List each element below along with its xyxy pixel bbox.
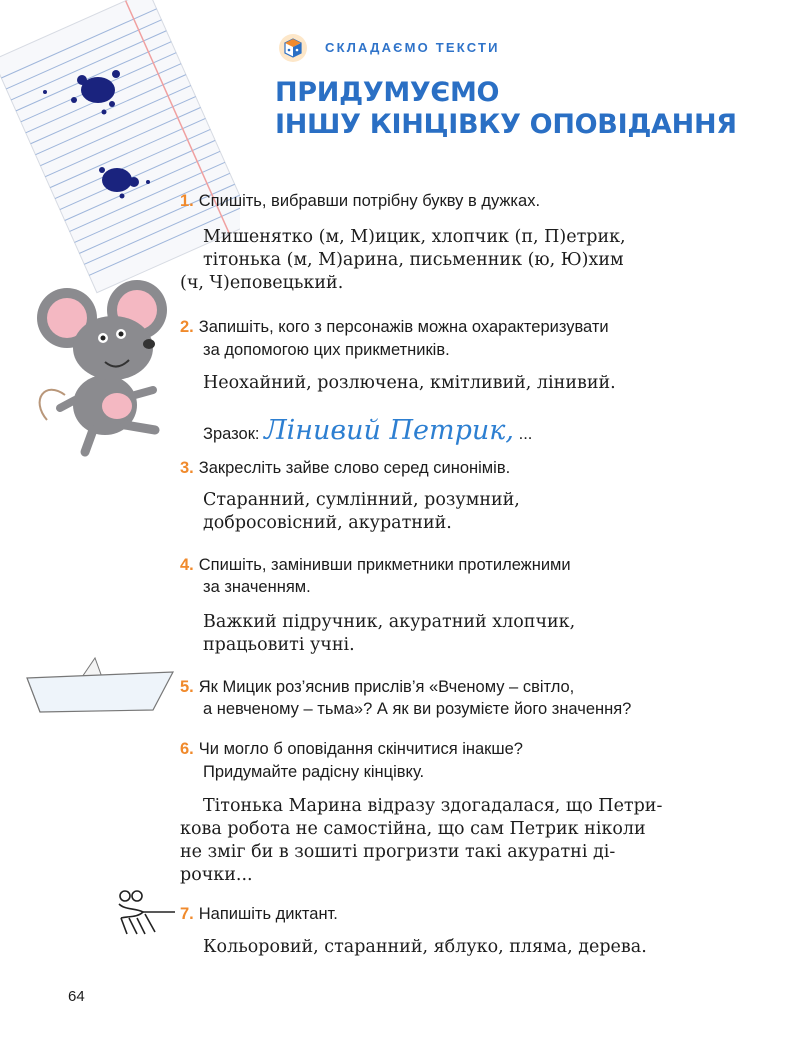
task-number: 4.	[180, 556, 194, 574]
example-text: Старанний, сумлінний, розумний,	[203, 490, 520, 510]
task-text: Закресліть зайве слово серед синонімів.	[198, 459, 511, 477]
task-number: 6.	[180, 740, 194, 758]
task-text: Спишіть, замінивши прикметники протилежними	[198, 556, 571, 574]
dice-icon	[278, 33, 308, 63]
task-text: Як Мицик роз’яснив прислів’я «Вченому – світло,	[198, 678, 575, 696]
task-number: 1.	[180, 192, 194, 210]
task-text: Напишіть диктант.	[198, 905, 338, 923]
example-text: кова робота не самостійна, що сам Петрик ніколи	[180, 819, 646, 839]
page-title-line1: ПРИДУМУЄМО	[275, 77, 500, 108]
handwritten-sample: Лінивий Петрик,	[264, 415, 515, 446]
task-text: Придумайте радісну кінцівку.	[203, 763, 425, 781]
example-text: Важкий підручник, акуратний хлопчик,	[203, 612, 576, 632]
sample-ellipsis: ...	[518, 425, 533, 443]
example-text: Кольоровий, старанний, яблуко, пляма, дерева.	[203, 937, 647, 957]
example-text: Тітонька Марина відразу здогадалася, що Петри-	[203, 796, 663, 816]
example-text: працьовиті учні.	[203, 635, 355, 655]
task-number: 2.	[180, 318, 194, 336]
task-7	[180, 903, 338, 925]
task-1	[180, 190, 540, 212]
sample-line	[203, 415, 533, 446]
task-5	[180, 676, 574, 698]
paper-boat-illustration	[25, 650, 175, 730]
task-6	[180, 738, 523, 760]
dictation-icon	[115, 888, 177, 938]
sample-label: Зразок:	[203, 425, 260, 443]
example-text: Мишенятко (м, М)ицик, хлопчик (п, П)етрик,	[203, 227, 626, 247]
task-text: Спишіть, вибравши потрібну букву в дужках.	[198, 192, 541, 210]
task-text: Чи могло б оповідання скінчитися інакше?	[198, 740, 523, 758]
example-text: (ч, Ч)еповецький.	[180, 273, 344, 293]
task-text: Запишіть, кого з персонажів можна охарактеризувати	[198, 318, 609, 336]
task-number: 3.	[180, 459, 194, 477]
task-number: 5.	[180, 678, 194, 696]
example-text: добросовісний, акуратний.	[203, 513, 452, 533]
example-text: рочки...	[180, 865, 253, 885]
task-text: а невченому – тьма»? А як ви розумієте його значення?	[203, 700, 632, 718]
example-text: тітонька (м, М)арина, письменник (ю, Ю)хим	[203, 250, 624, 270]
task-text: за допомогою цих прикметників.	[203, 341, 450, 359]
page-number: 64	[68, 988, 85, 1005]
example-text: не зміг би в зошиті прогризти такі акуратні ді-	[180, 842, 616, 862]
task-2	[180, 316, 609, 338]
task-text: за значенням.	[203, 578, 311, 596]
task-number: 7.	[180, 905, 194, 923]
task-4	[180, 554, 571, 576]
section-label: СКЛАДАЄМО ТЕКСТИ	[325, 40, 500, 55]
page-title-line2: ІНШУ КІНЦІВКУ ОПОВІДАННЯ	[275, 109, 737, 140]
example-text: Неохайний, розлючена, кмітливий, лінивий.	[203, 373, 616, 393]
mouse-illustration	[25, 270, 185, 460]
task-3	[180, 457, 510, 479]
